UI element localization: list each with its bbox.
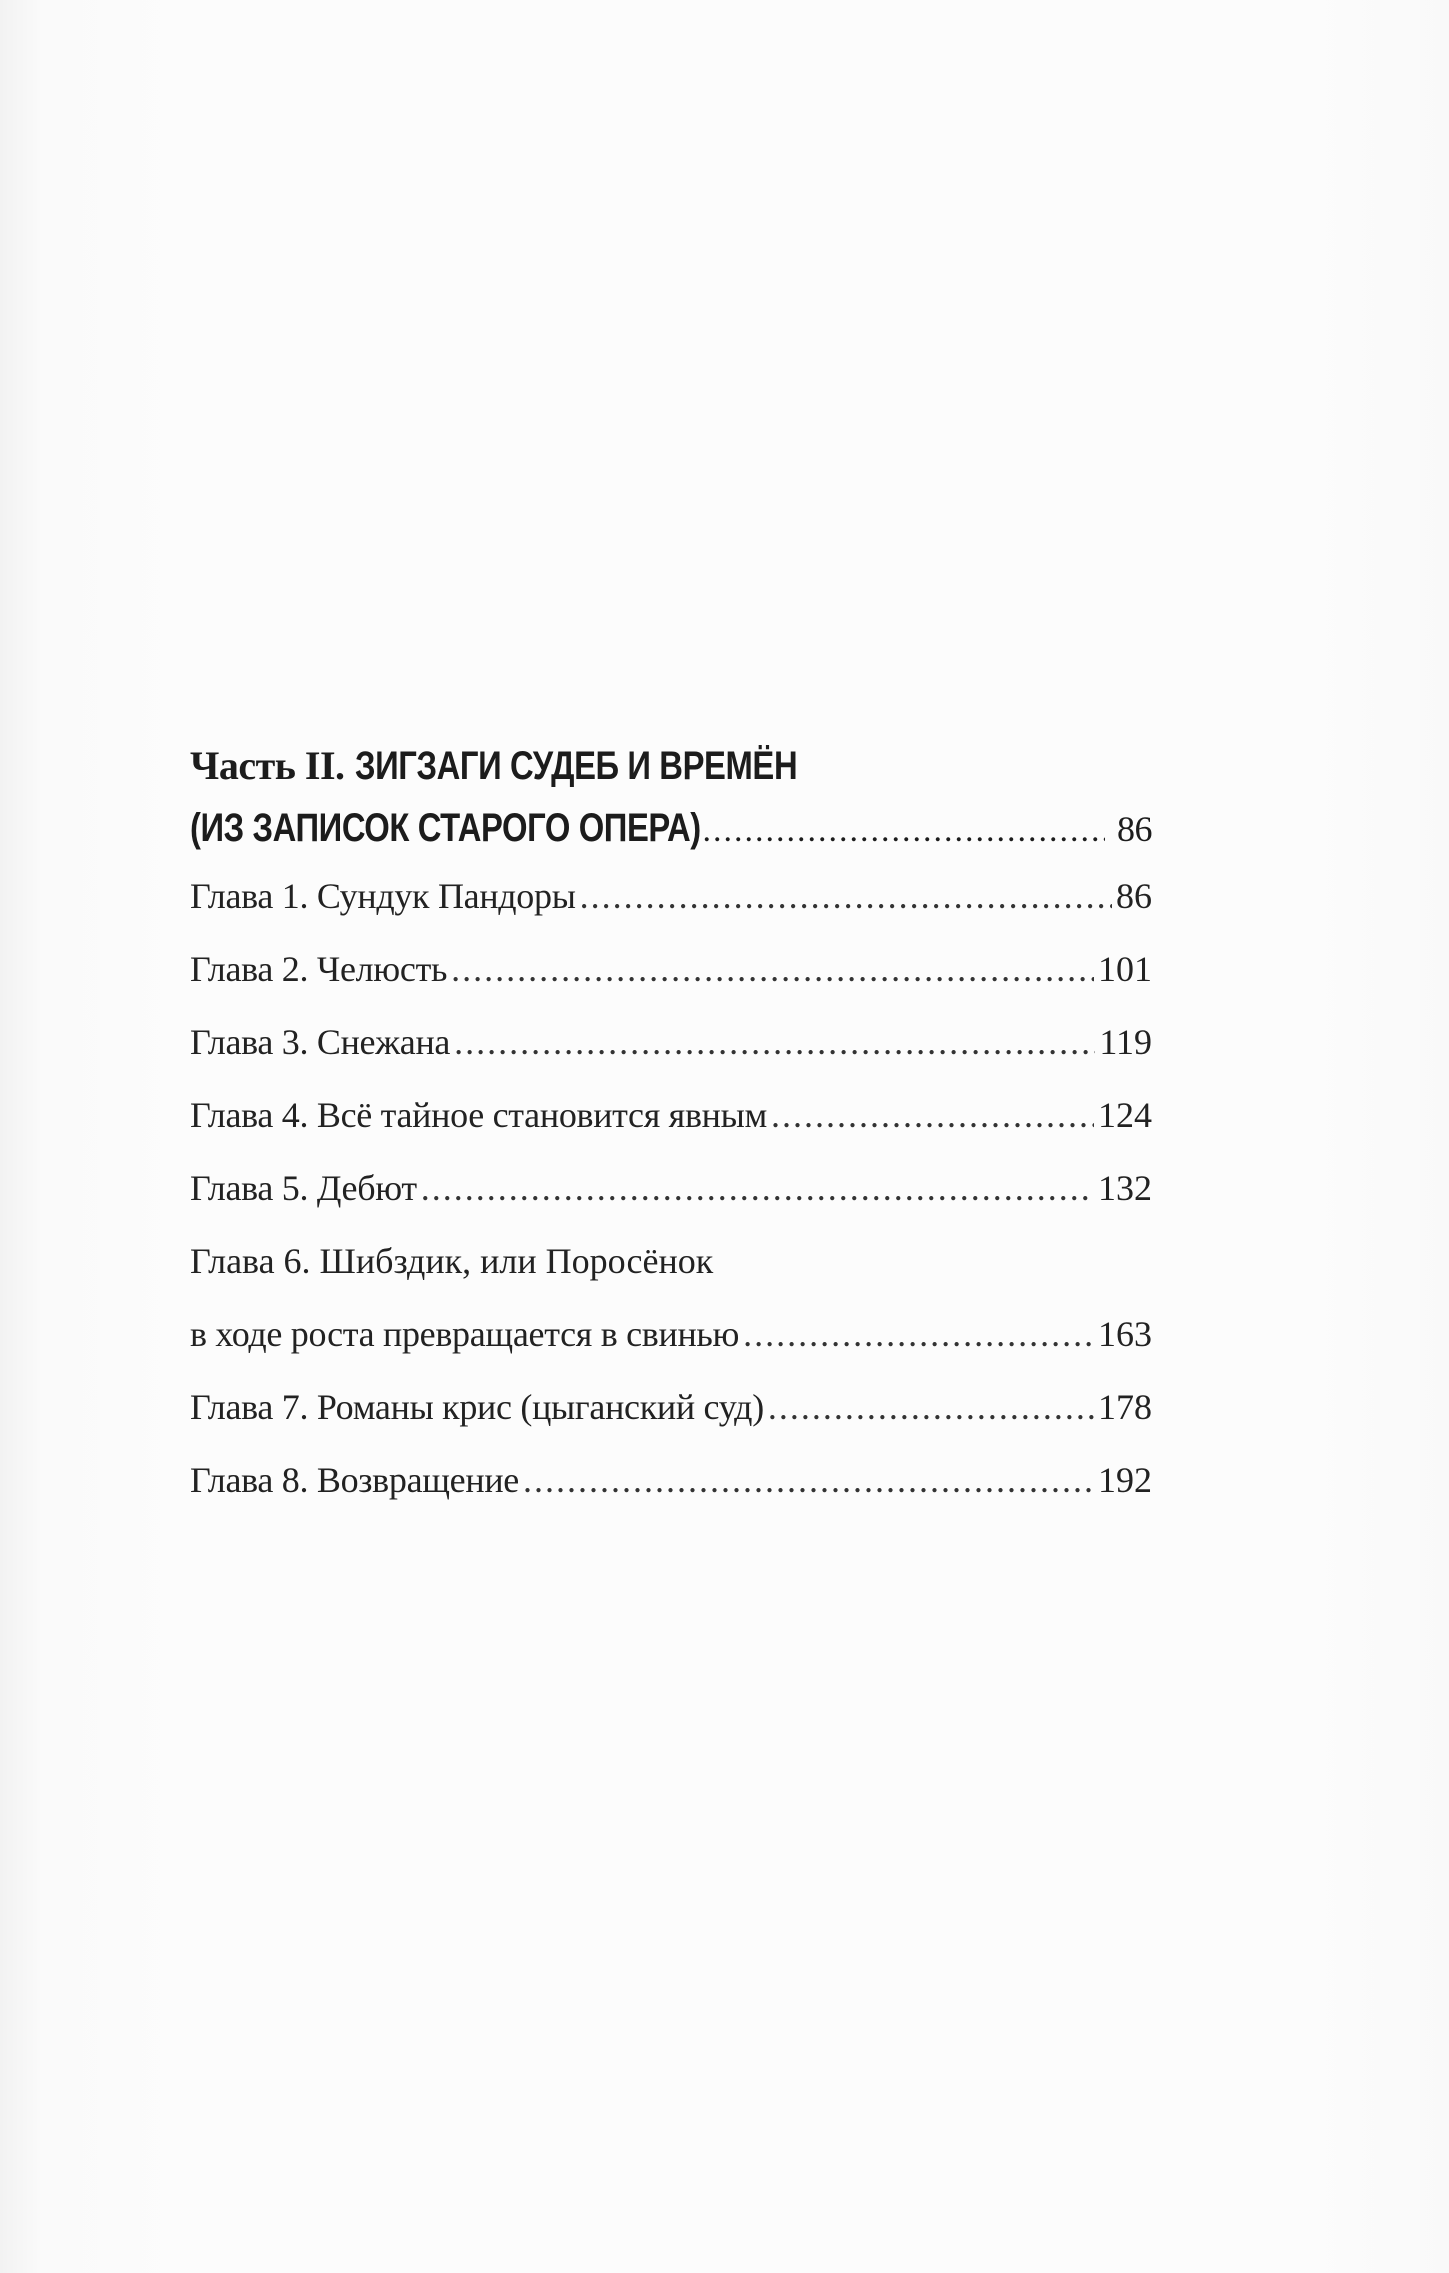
- chapter-page-number: 101: [1098, 949, 1152, 989]
- leader-dots: [451, 945, 1094, 993]
- chapter-title-line1: Глава 6. Шибздик, или Поросёнок: [190, 1241, 714, 1281]
- chapter-entry-3: [190, 1018, 1152, 1066]
- leader-dots: [743, 1310, 1094, 1358]
- part-heading: [190, 735, 1152, 862]
- part-heading-line1: [190, 735, 1152, 797]
- leader-dots: [692, 800, 1105, 862]
- chapter-title: Глава 8. Возвращение: [190, 1460, 519, 1500]
- leader-dots: [421, 1164, 1094, 1212]
- leader-dots: [580, 872, 1112, 920]
- part-title-line1: ЗИГЗАГИ СУДЕБ И ВРЕМЁН: [355, 744, 798, 788]
- leader-dots: [523, 1456, 1094, 1504]
- leader-dots: [771, 1091, 1094, 1139]
- part-title-line2: (ИЗ ЗАПИСОК СТАРОГО ОПЕРА): [190, 806, 701, 850]
- chapter-entry-6: [190, 1237, 1152, 1358]
- chapter-page-number: 119: [1099, 1022, 1152, 1062]
- part-heading-line2: [190, 797, 1152, 862]
- leader-dots: [768, 1383, 1094, 1431]
- chapter-entry-2: [190, 945, 1152, 993]
- chapter-list: [190, 872, 1152, 1504]
- chapter-page-number: 132: [1098, 1168, 1152, 1208]
- leader-dots: [454, 1018, 1095, 1066]
- chapter-entry-8: [190, 1456, 1152, 1504]
- part-prefix: Часть II.: [190, 743, 345, 788]
- chapter-entry-1: [190, 872, 1152, 920]
- chapter-title: Глава 2. Челюсть: [190, 949, 448, 989]
- chapter-title: Глава 5. Дебют: [190, 1168, 417, 1208]
- chapter-page-number: 86: [1116, 876, 1152, 916]
- chapter-entry-5: [190, 1164, 1152, 1212]
- chapter-title: Глава 1. Сундук Пандоры: [190, 876, 576, 916]
- chapter-entry-4: [190, 1091, 1152, 1139]
- chapter-page-number: 178: [1098, 1387, 1152, 1427]
- table-of-contents: [190, 735, 1152, 1529]
- chapter-page-number: 124: [1098, 1095, 1152, 1135]
- chapter-title: Глава 4. Всё тайное становится явным: [190, 1095, 767, 1135]
- chapter-page-number: 163: [1098, 1314, 1152, 1354]
- chapter-title: Глава 7. Романы крис (цыганский суд): [190, 1387, 764, 1427]
- chapter-entry-7: [190, 1383, 1152, 1431]
- chapter-title: Глава 3. Снежана: [190, 1022, 451, 1062]
- part-page-number: 86: [1117, 809, 1152, 849]
- chapter-page-number: 192: [1098, 1460, 1152, 1500]
- chapter-title-line2: в ходе роста превращается в свинью: [190, 1314, 740, 1354]
